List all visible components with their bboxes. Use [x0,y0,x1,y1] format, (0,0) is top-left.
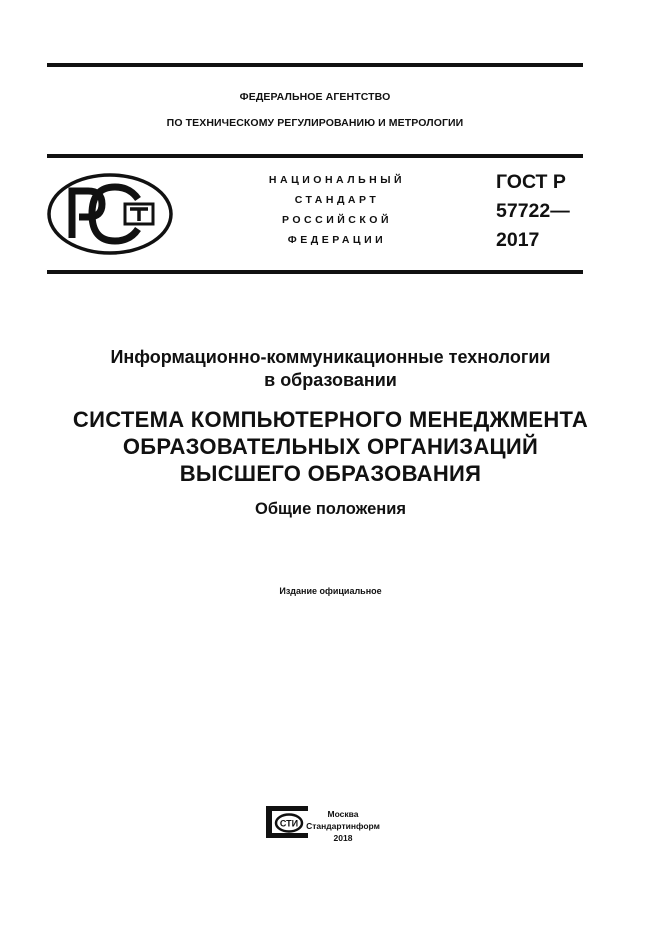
standartinform-logo-icon [266,806,308,838]
rst-gost-emblem-icon [46,172,174,256]
standard-number-line-3: 2017 [496,229,540,251]
standard-type-line-4: ФЕДЕРАЦИИ [287,234,387,246]
document-subtitle-line-2: в образовании [264,370,397,390]
standard-type-line-1: НАЦИОНАЛЬНЫЙ [268,174,406,186]
publisher-year: 2018 [333,833,353,843]
standard-number-line-1: ГОСТ Р [496,171,566,193]
document-title-line-1: СИСТЕМА КОМПЬЮТЕРНОГО МЕНЕДЖМЕНТА [72,407,589,432]
document-subtitle-line-1: Информационно-коммуникационные технологии [110,347,551,367]
standard-block-rule [47,270,583,274]
document-title-line-2: ОБРАЗОВАТЕЛЬНЫХ ОРГАНИЗАЦИЙ [122,434,539,459]
standard-number-line-2: 57722— [496,200,570,222]
header-rule [47,154,583,158]
publisher-city: Москва [327,809,359,819]
top-rule [47,63,583,67]
svg-text:СТИ: СТИ [279,818,299,829]
document-title-line-3: ВЫСШЕГО ОБРАЗОВАНИЯ [179,461,482,486]
document-general-label: Общие положения [254,500,406,518]
agency-line-1: ФЕДЕРАЛЬНОЕ АГЕНТСТВО [239,91,391,103]
standard-type-line-2: СТАНДАРТ [294,194,380,206]
agency-line-2: ПО ТЕХНИЧЕСКОМУ РЕГУЛИРОВАНИЮ И МЕТРОЛОГИИ [166,117,464,129]
standard-type-line-3: РОССИЙСКОЙ [282,214,392,226]
publisher-name: Стандартинформ [306,821,380,831]
edition-label: Издание официальное [279,586,382,596]
